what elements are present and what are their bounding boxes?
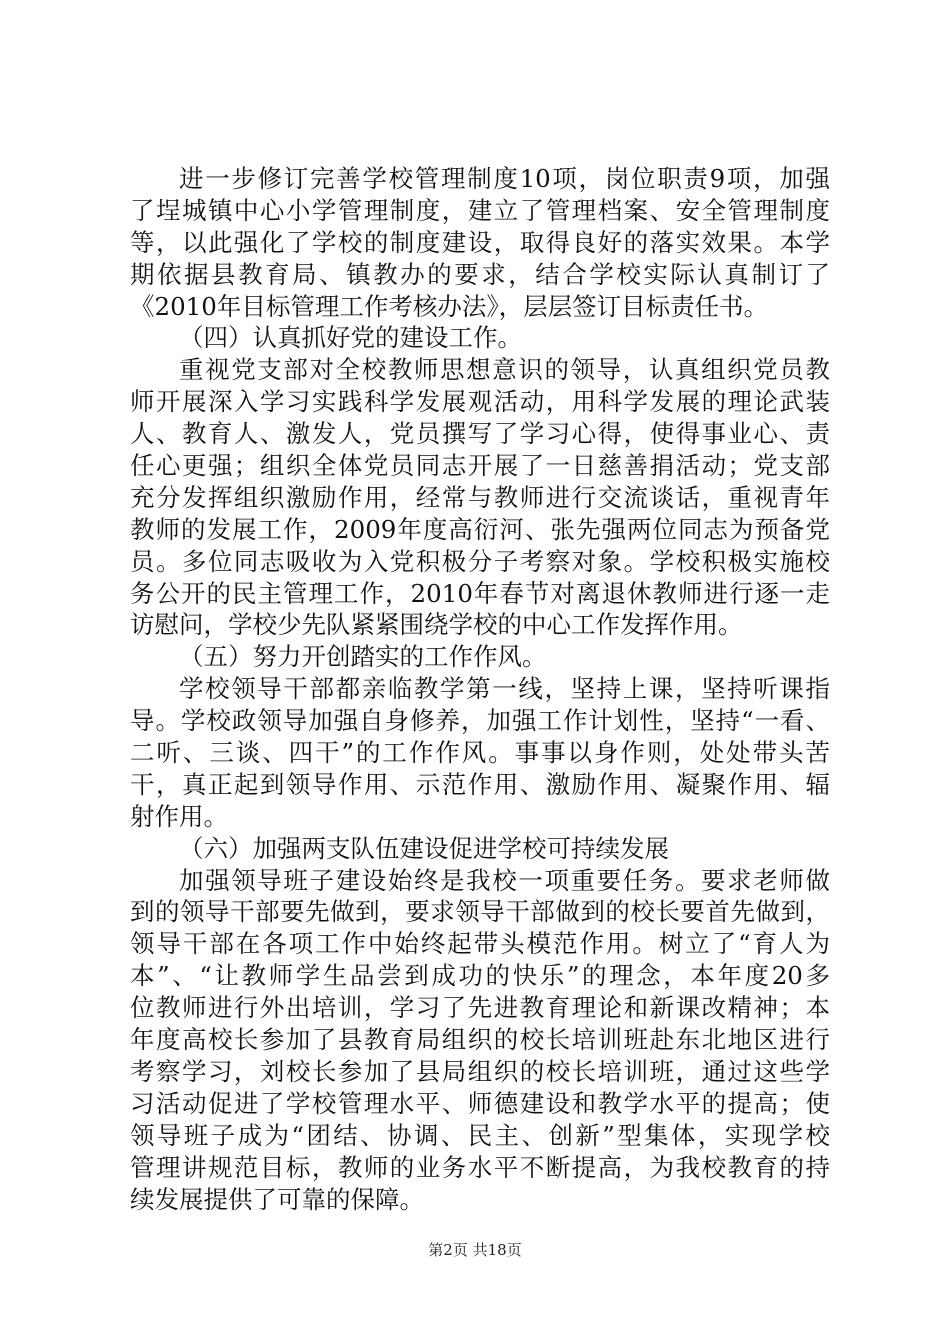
text-line: 加强领导班子建设始终是我校一项重要任务。要求老师做 <box>179 865 830 895</box>
body-paragraph <box>130 163 830 322</box>
text-line: （五）努力开创踏实的工作作风。 <box>179 642 547 672</box>
text-line: 教师的发展工作，2009年度高衍河、张先强两位同志为预备党 <box>130 514 830 544</box>
text-line: 领导班子成为“团结、协调、民主、创新”型集体，实现学校 <box>130 1120 830 1150</box>
text-line: 《2010年目标管理工作考核办法》，层层签订目标责任书。 <box>130 291 769 321</box>
text-line: 学校领导干部都亲临教学第一线，坚持上课，坚持听课指 <box>179 674 830 704</box>
section-heading <box>130 322 830 354</box>
text-line: 充分发挥组织激励作用，经常与教师进行交流谈话，重视青年 <box>130 482 830 512</box>
section-heading <box>130 641 830 673</box>
document-body <box>130 163 830 1215</box>
text-line: （四）认真抓好党的建设工作。 <box>179 323 522 353</box>
body-paragraph <box>130 673 830 832</box>
text-line: 考察学习，刘校长参加了县局组织的校长培训班，通过这些学 <box>130 1056 830 1086</box>
text-line: 射作用。 <box>130 801 228 831</box>
text-line: 重视党支部对全校教师思想意识的领导，认真组织党员教 <box>179 355 830 385</box>
text-line: 本”、“让教师学生品尝到成功的快乐”的理念，本年度20多 <box>130 961 830 991</box>
text-line: 位教师进行外出培训，学习了先进教育理论和新课改精神；本 <box>130 993 830 1023</box>
text-line: 师开展深入学习实践科学发展观活动，用科学发展的理论武装 <box>130 387 830 417</box>
text-line: 管理讲规范目标，教师的业务水平不断提高，为我校教育的持 <box>130 1152 830 1182</box>
text-line: 导。学校政领导加强自身修养，加强工作计划性，坚持“一看、 <box>130 706 830 736</box>
page-footer: 第2页 共18页 <box>428 1241 522 1259</box>
text-line: 干，真正起到领导作用、示范作用、激励作用、凝聚作用、辐 <box>130 769 830 799</box>
text-line: 年度高校长参加了县教育局组织的校长培训班赴东北地区进行 <box>130 1025 830 1055</box>
text-line: 员。多位同志吸收为入党积极分子考察对象。学校积极实施校 <box>130 546 830 576</box>
text-line: 人、教育人、激发人，党员撰写了学习心得，使得事业心、责 <box>130 419 830 449</box>
text-line: 领导干部在各项工作中始终起带头模范作用。树立了“育人为 <box>130 929 830 959</box>
section-heading <box>130 833 830 865</box>
body-paragraph <box>130 865 830 1216</box>
text-line: 访慰问，学校少先队紧紧围绕学校的中心工作发挥作用。 <box>130 610 743 640</box>
text-line: 期依据县教育局、镇教办的要求，结合学校实际认真制订了 <box>130 259 830 289</box>
text-line: 务公开的民主管理工作，2010年春节对离退休教师进行逐一走 <box>130 578 830 608</box>
text-line: 等，以此强化了学校的制度建设，取得良好的落实效果。本学 <box>130 227 830 257</box>
text-line: 到的领导干部要先做到，要求领导干部做到的校长要首先做到， <box>130 897 830 927</box>
text-line: 二听、三谈、四干”的工作作风。事事以身作则，处处带头苦 <box>130 738 830 768</box>
text-line: （六）加强两支队伍建设促进学校可持续发展 <box>179 833 669 863</box>
text-line: 任心更强；组织全体党员同志开展了一日慈善捐活动；党支部 <box>130 451 830 481</box>
text-line: 习活动促进了学校管理水平、师德建设和教学水平的提高；使 <box>130 1088 830 1118</box>
body-paragraph <box>130 354 830 641</box>
text-line: 了埕城镇中心小学管理制度，建立了管理档案、安全管理制度 <box>130 195 830 225</box>
text-line: 进一步修订完善学校管理制度10项，岗位职责9项，加强 <box>179 164 830 193</box>
text-line: 续发展提供了可靠的保障。 <box>130 1184 424 1214</box>
